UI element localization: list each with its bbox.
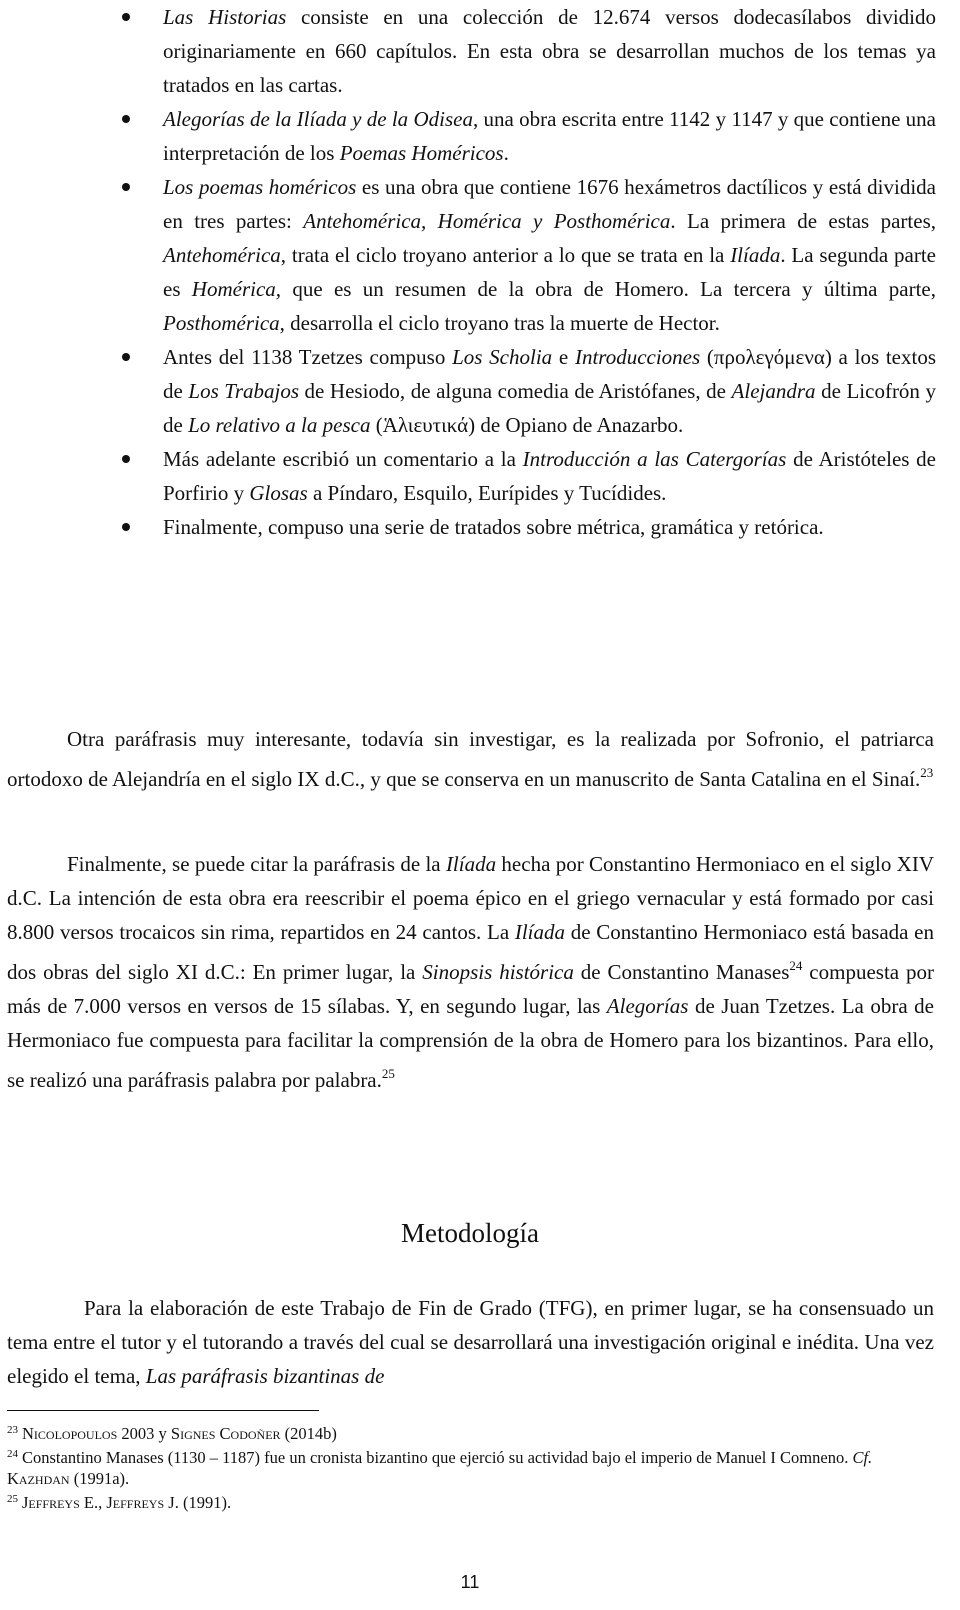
footnote-text: E., bbox=[79, 1493, 107, 1512]
item-text: , una obra escrita entre 1142 y 1147 y que contiene una interpretación de los bbox=[163, 107, 936, 165]
author-name: Kazhdan bbox=[7, 1469, 70, 1488]
item-text: de Hesiodo, de alguna comedia de Aristófanes, de bbox=[299, 379, 732, 403]
paragraph-text: compuesta por más de 7.000 versos en versos de 15 sílabas. Y, en segundo lugar, las bbox=[7, 960, 935, 1018]
footnote-text: (1991a). bbox=[69, 1469, 130, 1488]
author-name: Jeffreys bbox=[106, 1493, 165, 1512]
paragraph-text: Para la elaboración de este Trabajo de Fin de Grado (TFG), en primer lugar, se ha consensuado un tema entre el tutor y el tutorando a través del cual se desarrollará una investigación original e inédita. Una vez elegido el tema, bbox=[7, 1296, 934, 1388]
author-name: Jeffreys bbox=[22, 1493, 80, 1512]
bullet-icon bbox=[122, 13, 130, 21]
bullet-icon bbox=[122, 115, 130, 123]
item-text: e bbox=[552, 345, 575, 369]
paragraph-text: de Juan Tzetzes. La obra de Hermoniaco fue compuesta para facilitar la comprensión de la obra de Homero para los bizantinos. Para ello, se realizó una paráfrasis palabra por palabra. bbox=[7, 994, 934, 1092]
title-italic: Antehomérica bbox=[163, 243, 281, 267]
page-number: 11 bbox=[460, 1572, 480, 1592]
title-italic: Sinopsis histórica bbox=[422, 960, 574, 984]
paragraph-text: Otra paráfrasis muy interesante, todavía sin investigar, es la realizada por Sofronio, el patriarca ortodoxo de Alejandría en el siglo IX d.C., y que se conserva en un manuscrito de Santa Catalina en el Sinaí. bbox=[7, 727, 934, 791]
item-text: (προλεγόμενα) a los textos de bbox=[163, 345, 937, 403]
paragraph-sofronio bbox=[7, 722, 934, 796]
item-text: , desarrolla el ciclo troyano tras la muerte de Hector. bbox=[279, 311, 720, 335]
footnote-text: J. (1991). bbox=[164, 1493, 232, 1512]
bullet-icon bbox=[122, 353, 130, 361]
section-heading: Metodología bbox=[401, 1218, 539, 1248]
title-italic: Los Trabajos bbox=[188, 379, 299, 403]
title-italic: Ilíada bbox=[445, 852, 497, 876]
title-italic: Las paráfrasis bizantinas de bbox=[145, 1364, 385, 1388]
title-italic: Los Scholia bbox=[452, 345, 553, 369]
title-italic: Glosas bbox=[249, 481, 308, 505]
list-item bbox=[0, 102, 960, 170]
item-text: es una obra que contiene 1676 hexámetros dactílicos y está dividida en tres partes: bbox=[163, 175, 937, 233]
footnote-ref[interactable]: 23 bbox=[920, 765, 934, 780]
list-item bbox=[0, 0, 960, 102]
title-italic: Alejandra bbox=[731, 379, 816, 403]
footnote-number: 25 bbox=[7, 1493, 18, 1505]
author-name: Nicolopoulos bbox=[22, 1424, 118, 1443]
title-italic: Lo relativo a la pesca bbox=[188, 413, 371, 437]
list-item bbox=[0, 510, 960, 544]
paragraph-methodology bbox=[7, 1291, 934, 1393]
bullet-icon bbox=[122, 523, 130, 531]
title-italic: Los poemas homéricos bbox=[163, 175, 357, 199]
footnote-number: 23 bbox=[7, 1424, 18, 1436]
title-italic: Antehomérica, Homérica y Posthomérica bbox=[303, 209, 671, 233]
footnote-ref[interactable]: 25 bbox=[381, 1066, 395, 1081]
footnote-24 bbox=[7, 1444, 934, 1489]
list-item bbox=[0, 340, 960, 442]
footnote-23 bbox=[7, 1420, 934, 1444]
item-text: Antes del 1138 Tzetzes compuso bbox=[163, 345, 453, 369]
title-italic: Ilíada bbox=[514, 920, 566, 944]
item-text: Finalmente, compuso una serie de tratados sobre métrica, gramática y retórica. bbox=[163, 515, 824, 539]
item-text: Más adelante escribió un comentario a la bbox=[163, 447, 523, 471]
title-italic: Alegorías de la Ilíada y de la Odisea bbox=[163, 107, 473, 131]
item-text: . La primera de estas partes, bbox=[670, 209, 936, 233]
author-name: Signes Codoñer bbox=[170, 1424, 281, 1443]
footnote-text: (2014b) bbox=[280, 1424, 337, 1443]
item-text: . La segunda parte es bbox=[163, 243, 937, 301]
item-text: a Píndaro, Esquilo, Eurípides y Tucídides. bbox=[307, 481, 667, 505]
item-text: (Ἁλιευτικά) de Opiano de Anazarbo. bbox=[370, 413, 684, 437]
title-italic: Alegorías bbox=[606, 994, 689, 1018]
item-text: . bbox=[503, 141, 509, 165]
title-italic: Posthomérica bbox=[163, 311, 280, 335]
title-italic: Ilíada bbox=[730, 243, 781, 267]
list-item bbox=[0, 170, 960, 340]
list-item bbox=[0, 442, 960, 510]
item-text: consiste en una colección de 12.674 versos dodecasílabos dividido originariamente en 660 capítulos. En esta obra se desarrollan muchos de los temas ya tratados en las cartas. bbox=[163, 5, 936, 97]
footnote-ref[interactable]: 24 bbox=[789, 958, 803, 973]
item-text: de Aristóteles de Porfirio y bbox=[163, 447, 936, 505]
paragraph-text: de Constantino Manases bbox=[573, 960, 790, 984]
bullet-list bbox=[0, 0, 960, 544]
footnote-text: 2003 y bbox=[117, 1424, 171, 1443]
title-italic: Las Historias bbox=[163, 5, 287, 29]
title-italic: Introducción a las Catergorías bbox=[522, 447, 787, 471]
paragraph-text: de Constantino Hermoniaco está basada en dos obras del siglo XI d.C.: En primer lugar, la bbox=[7, 920, 934, 984]
item-text: que es un resumen de la obra de Homero. La tercera y última parte, bbox=[281, 277, 936, 301]
footnote-italic: Cf. bbox=[852, 1448, 873, 1467]
paragraph-hermoniaco bbox=[7, 847, 934, 1097]
paragraph-text: hecha por Constantino Hermoniaco en el siglo XIV d.C. La intención de esta obra era reescribir el poema épico en el griego vernacular y está formado por casi 8.800 versos trocaicos sin rima, repartidos en 24 cantos. La bbox=[7, 852, 935, 944]
title-italic: Homérica, bbox=[191, 277, 282, 301]
bullet-icon bbox=[122, 183, 130, 191]
item-text: de Licofrón y de bbox=[163, 379, 936, 437]
item-text: , trata el ciclo troyano anterior a lo que se trata en la bbox=[280, 243, 731, 267]
footnote-25 bbox=[7, 1489, 934, 1513]
footnotes bbox=[7, 1420, 934, 1513]
title-italic: Introducciones bbox=[574, 345, 701, 369]
footnote-text: Constantino Manases (1130 – 1187) fue un cronista bizantino que ejerció su actividad bajo el imperio de Manuel I Comneno. bbox=[22, 1448, 853, 1467]
footnote-number: 24 bbox=[7, 1448, 18, 1460]
paragraph-text: Finalmente, se puede citar la paráfrasis de la bbox=[67, 852, 446, 876]
bullet-icon bbox=[122, 455, 130, 463]
title-italic: Poemas Homéricos bbox=[339, 141, 504, 165]
footnote-divider bbox=[7, 1410, 319, 1411]
